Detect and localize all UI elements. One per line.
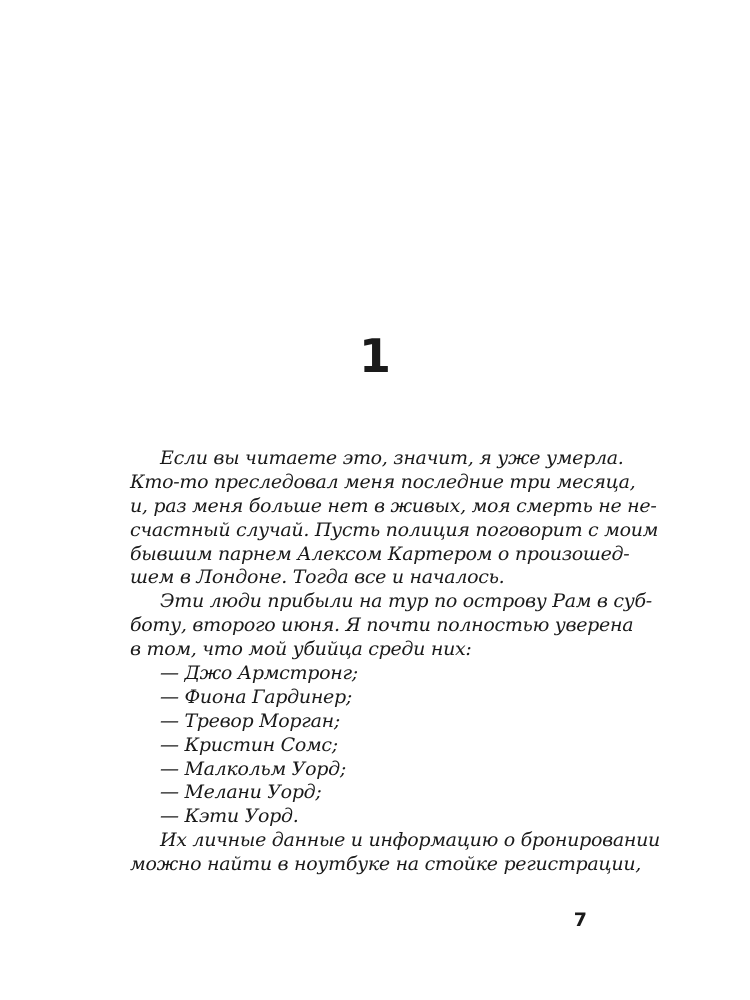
list-item: — Мелани Уорд; bbox=[160, 781, 322, 804]
list-item: — Тревор Морган; bbox=[160, 709, 340, 732]
text-line: в том, что мой убийца среди них: bbox=[130, 638, 472, 661]
text-line: боту, второго июня. Я почти полностью уверена bbox=[130, 614, 634, 637]
text-line: Эти люди прибыли на тур по острову Рам в суб- bbox=[160, 590, 652, 613]
list-item: — Малкольм Уорд; bbox=[160, 757, 346, 780]
list-item: — Фиона Гардинер; bbox=[160, 685, 352, 708]
text-line: можно найти в ноутбуке на стойке регистрации, bbox=[130, 853, 642, 876]
text-line: бывшим парнем Алексом Картером о произошед- bbox=[130, 542, 630, 565]
list-item: — Кристин Сомс; bbox=[160, 733, 338, 756]
text-line: счастный случай. Пусть полиция поговорит с моим bbox=[130, 518, 659, 541]
text-line: Кто-то преследовал меня последние три месяца, bbox=[130, 470, 636, 493]
text-line: Их личные данные и информацию о бронировании bbox=[160, 829, 660, 852]
list-item: — Джо Армстронг; bbox=[160, 662, 358, 685]
page-number: 7 bbox=[573, 909, 587, 931]
chapter-number: 1 bbox=[358, 329, 391, 383]
list-item: — Кэти Уорд. bbox=[160, 805, 299, 828]
text-line: Если вы читаете это, значит, я уже умерла. bbox=[160, 447, 624, 469]
body-text bbox=[130, 447, 660, 877]
text-line: шем в Лондоне. Тогда все и началось. bbox=[130, 566, 505, 589]
text-line: и, раз меня больше нет в живых, моя смерть не не- bbox=[130, 494, 657, 517]
